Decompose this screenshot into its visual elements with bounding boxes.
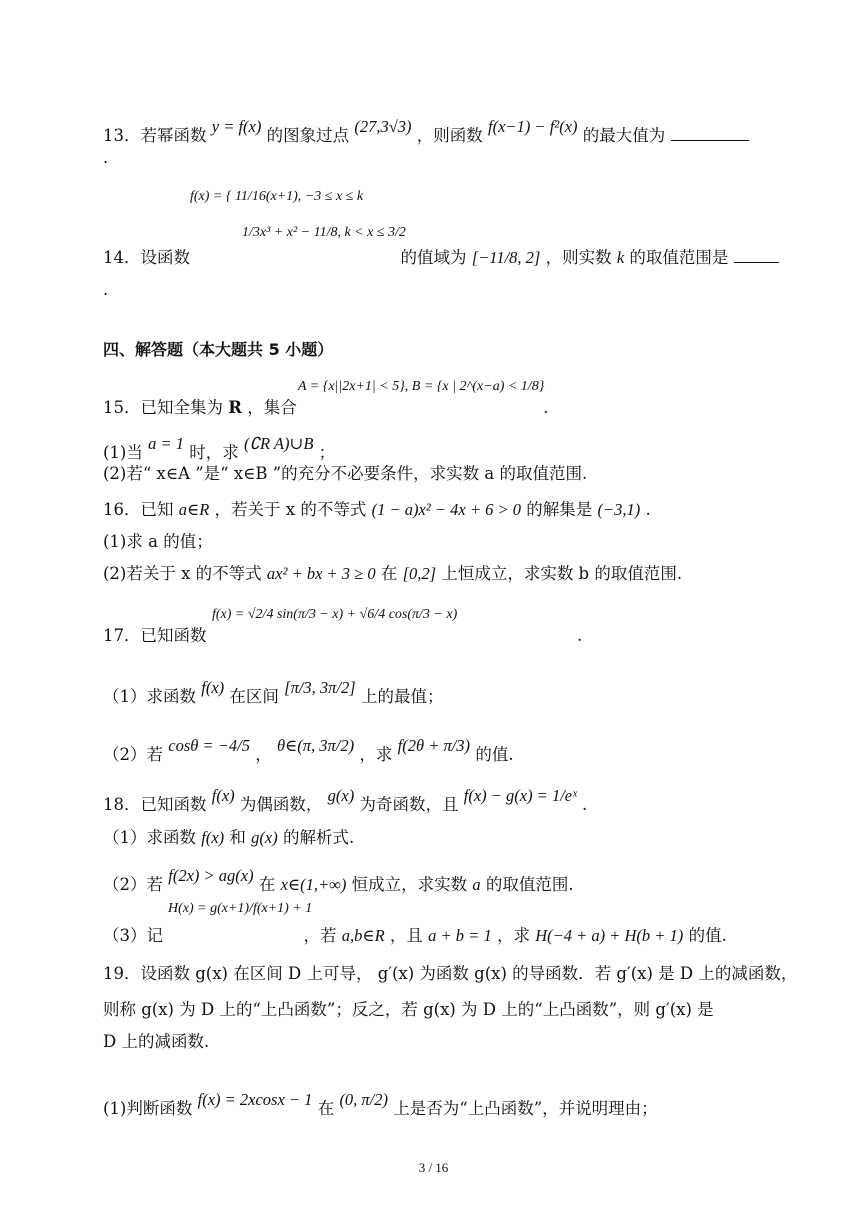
q18-part3: （3）记 ，若 a,b∈R ，且 a + b = 1 ，求 H(−4 + a) + H(b + 1) 的值. (103, 926, 727, 945)
q17-part2: （2）若 cosθ = −4/5 ， θ∈(π, 3π/2) ，求 f(2θ + π/3) 的值. (103, 736, 514, 765)
q18-line: 18．已知函数 f(x) 为偶函数， g(x) 为奇函数，且 f(x) − g(x) = 1/eˣ . (103, 786, 588, 815)
q19-part1: (1)判断函数 f(x) = 2xcosx − 1 在 (0, π/2) 上是否为“上凸函数”，并说明理由； (103, 1090, 658, 1119)
q14-line: 14．设函数 的值域为 [−11/8, 2] ，则实数 k 的取值范围是 (103, 246, 772, 271)
section-heading: 四、解答题（本大题共 5 小题） (103, 340, 334, 359)
q15-line: 15．已知全集为 R ，集合 . (103, 398, 549, 417)
q19-line2: 则称 g(x) 为 D 上的“上凸函数”；反之，若 g(x) 为 D 上的“上凸函数”，则 g′(x) 是 (103, 1000, 714, 1019)
q18-h-function: H(x) = g(x+1)/f(x+1) + 1 (168, 901, 313, 916)
answer-blank (734, 248, 779, 263)
q17-line: 17．已知函数 . (103, 626, 583, 645)
q13-line: 13．若幂函数 y = f(x) 的图象过点 (27,3√3) ，则函数 f(x−1) − f²(x) 的最大值为 (103, 115, 772, 149)
q18-part1: （1）求函数 f(x) 和 g(x) 的解析式. (103, 828, 355, 847)
q14-piecewise-2: 1/3x³ + x² − 11/8, k < x ≤ 3/2 (242, 225, 406, 240)
q14-piecewise-1: f(x) = { 11/16(x+1), −3 ≤ x ≤ k (190, 189, 364, 204)
q19-line3: D 上的减函数. (103, 1032, 210, 1051)
q15-sets: A = {x||2x+1| < 5}, B = {x | 2^(x−a) < 1/8} (298, 379, 545, 394)
q14-period: . (103, 280, 109, 299)
q19-line1: 19．设函数 g(x) 在区间 D 上可导， g′(x) 为函数 g(x) 的导函数．若 g′(x) 是 D 上的减函数， (103, 964, 798, 983)
q18-part2: （2）若 f(2x) > ag(x) 在 x∈(1,+∞) 恒成立，求实数 a 的取值范围. (103, 866, 574, 895)
q13-period: . (103, 148, 109, 167)
q16-part2: (2)若关于 x 的不等式 ax² + bx + 3 ≥ 0 在 [0,2] 上恒成立，求实数 b 的取值范围. (103, 564, 683, 583)
q16-line: 16．已知 a∈R ，若关于 x 的不等式 (1 − a)x² − 4x + 6 > 0 的解集是 (−3,1) . (103, 500, 651, 519)
answer-blank (671, 126, 749, 141)
q17-function: f(x) = √2/4 sin(π/3 − x) + √6/4 cos(π/3 − x) (212, 607, 458, 622)
q15-part1: (1)当 a = 1 时，求 (∁R A)∪B ； (103, 434, 336, 463)
q16-part1: (1)求 a 的值； (103, 532, 213, 551)
q17-part1: （1）求函数 f(x) 在区间 [π/3, 3π/2] 上的最值； (103, 678, 444, 707)
page-number: 3 / 16 (418, 1160, 449, 1175)
q15-part2: (2)若“ x∈A ”是“ x∈B ”的充分不必要条件，求实数 a 的取值范围. (103, 464, 588, 483)
